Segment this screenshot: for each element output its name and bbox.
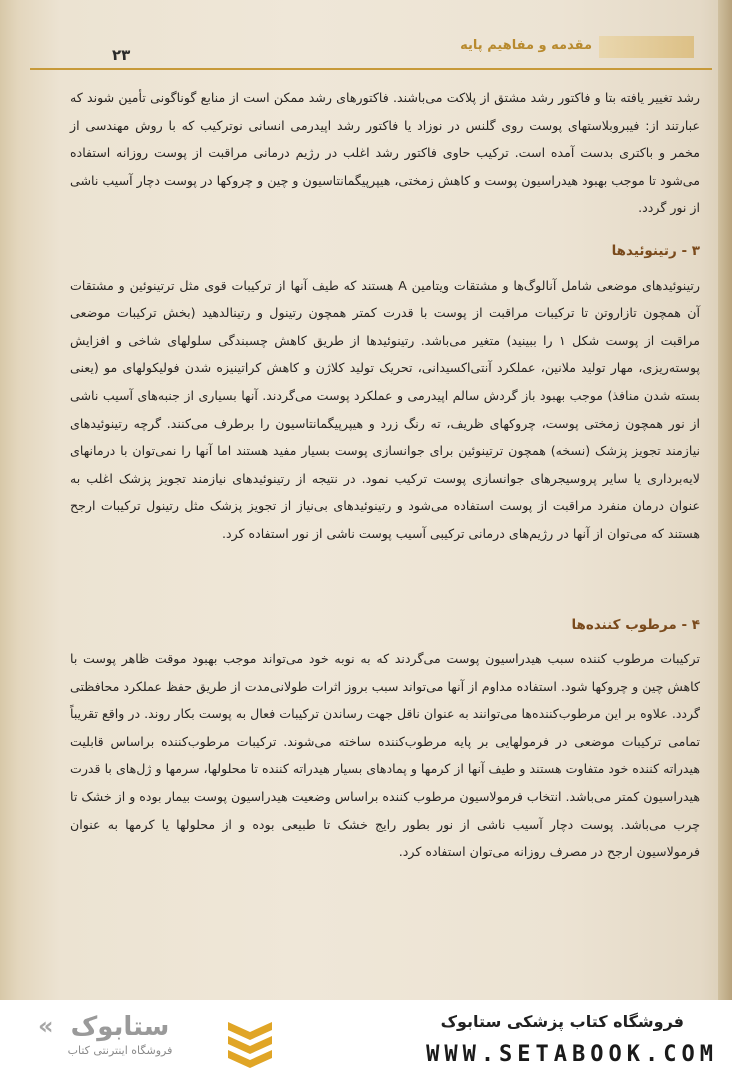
moisturizers-paragraph: ترکیبات مرطوب کننده سبب هیدراسیون پوست می‌گردند که به نوبه خود می‌تواند موجب بهبود موقت ظاهر پوست با کاهش چین و چروکها شود. استفاده مداوم از آنها می‌تواند سبب بروز اثرات طولانی‌مدت از طریق حفظ عملکرد محافظتی گردد. علاوه بر این مرطوب‌کننده‌ها می‌توانند به عنوان ناقل جهت رساندن ترکیبات فعال به پوست بکار روند. در واقع تقریباً تمامی ترکیبات موضعی در فرمولهایی بر پایه مرطوب‌کننده ساخته می‌شوند. ترکیبات مرطوب‌کننده براساس قابلیت هیدراته کننده خود متفاوت هستند و طیف آنها از کرمها و پمادهای بسیار هیدراته کننده تا محلولها، سرمها و ژل‌های با قدرت هیدراسیون کمتر می‌باشد. انتخاب فرمولاسیون مرطوب کننده براساس وضعیت هیدراسیون پوست بیمار بوده و از خشک تا چرب می‌باشد. پوست دچار آسیب ناشی از نور بطور رایج خشک تا طبیعی بوده و از محلولها یا کرمها به عنوان فرمولاسیون ارجح در مصرف روزانه می‌توان استفاده کرد.	[69, 651, 700, 860]
chapter-title: مقدمه و مفاهیم پایه	[460, 38, 592, 53]
book-stack-logo-icon	[224, 1014, 276, 1068]
logo-chevrons-icon: «	[38, 1012, 54, 1040]
section-heading-moisturizers: ۴ - مرطوب کننده‌ها	[571, 616, 700, 633]
header-band	[599, 36, 694, 58]
section-heading-retinoids: ۳ - رتینوئیدها	[611, 242, 700, 259]
store-url-link[interactable]: WWW.SETABOOK.COM	[426, 1042, 718, 1067]
page-number: ۲۳	[112, 46, 131, 64]
page-body	[70, 84, 700, 874]
logo-subtitle: فروشگاه اینترنتی کتاب	[67, 1044, 173, 1057]
store-footer-banner	[0, 1000, 732, 1080]
store-name: فروشگاه کتاب پزشکی ستابوک	[440, 1012, 684, 1031]
retinoids-paragraph: رتینوئیدهای موضعی شامل آنالوگ‌ها و مشتقات ویتامین A هستند که طیف آنها از ترکیبات قوی مثل ترتینوئین و مشتقات آن همچون تازاروتن تا ترکیبات مراقبت از پوست با قدرت کمتر همچون رتینول و رتینالدهید (بخش ترکیبات موضعی مراقبت از پوست شکل ۱ را ببینید) متغیر می‌باشد. رتینوئیدها از طریق کاهش چسبندگی سلولهای شاخی و افزایش پوسته‌ریزی، مهار تولید ملانین، عملکرد آنتی‌اکسیدانی، تحریک تولید کلاژن و کاهش کراتینیزه شدن فولیکولهای مو (یعنی بسته شدن منافذ) موجب بهبود باز گردش سالم اپیدرمی و عملکرد پوست می‌گردند. آنها بسیاری از جنبه‌های آسیب ناشی از نور همچون زمختی پوست، چروکهای ظریف، ته رنگ زرد و هیپرپیگمانتاسیون را برطرف می‌کنند. گرچه رتینوئیدهای نیازمند تجویز پزشک (نسخه) همچون ترتینوئین برای جوانسازی پوست بسیار مفید هستند اما آنها را نمی‌توان با درمانهای لایه‌برداری یا سایر پروسیجرهای جوانسازی پوست ترکیب نمود. در نتیجه از رتینوئیدهای نیازمند تجویز پزشک اغلب به عنوان درمان منفرد مراقبت از پوست استفاده می‌شود و رتینوئیدهای بی‌نیاز از تجویز پزشک مثل رتینول ترکیبات ارجح هستند که می‌توان از آنها در رژیم‌های درمانی ترکیبی آسیب پوست ناشی از نور استفاده کرد.	[70, 277, 701, 541]
page-edge	[718, 0, 732, 1000]
logo-word: ستابوک	[70, 1012, 170, 1042]
running-head	[30, 28, 712, 70]
store-logo	[40, 1010, 200, 1057]
intro-paragraph: رشد تغییر یافته بتا و فاکتور رشد مشتق از پلاکت می‌باشند. فاکتورهای رشد ممکن است از منابع گوناگونی تأمین شوند که عبارتند از: فیبروبلاستهای پوست روی گلنس در نوزاد یا فاکتور رشد اپیدرمی انسانی نوترکیب که با روش مهندسی از مخمر و باکتری بدست آمده است. ترکیب حاوی فاکتور رشد اغلب در رژیم درمانی مراقبت از پوست روزانه استفاده می‌شود تا موجب بهبود هیدراسیون پوست و کاهش زمختی، هیپرپیگمانتاسیون و چین و چروکها در پوست دچار آسیب ناشی از نور گردد.	[70, 90, 700, 216]
